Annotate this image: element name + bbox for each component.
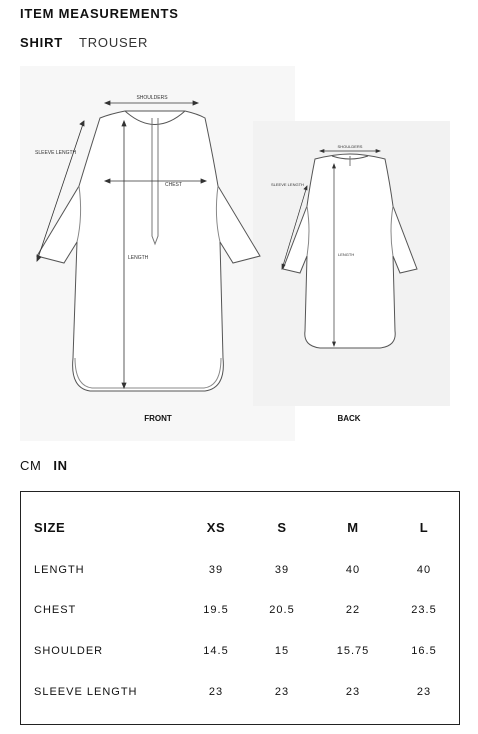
front-chest-label: CHEST	[165, 182, 182, 188]
table-cell: 40	[345, 564, 361, 576]
table-cell: 14.5	[203, 645, 229, 657]
front-length-label: LENGTH	[128, 255, 149, 261]
table-cell: 22	[345, 604, 361, 616]
front-sleeve-length-label: SLEEVE LENGTH	[35, 150, 77, 156]
table-cell: 23	[274, 686, 290, 698]
header-xs: XS	[206, 520, 226, 535]
unit-cm[interactable]: CM	[20, 458, 42, 473]
table-cell: 20.5	[269, 604, 295, 616]
tab-trouser[interactable]: TROUSER	[79, 35, 149, 50]
table-cell: 39	[208, 564, 224, 576]
table-cell: 15	[274, 645, 290, 657]
row-label: CHEST	[34, 604, 77, 616]
front-view-label: FRONT	[144, 414, 172, 423]
table-cell: 23.5	[411, 604, 437, 616]
table-cell: 23	[345, 686, 361, 698]
table-row-shoulder	[21, 645, 459, 665]
tab-shirt[interactable]: SHIRT	[20, 35, 63, 50]
table-cell: 16.5	[411, 645, 437, 657]
table-cell: 19.5	[203, 604, 229, 616]
row-label: SLEEVE LENGTH	[34, 686, 138, 698]
table-header-row	[21, 520, 459, 540]
table-cell: 39	[274, 564, 290, 576]
back-view-label: BACK	[337, 414, 361, 423]
unit-in[interactable]: IN	[53, 458, 68, 473]
measurement-diagram	[20, 66, 450, 441]
garment-tabs	[20, 35, 148, 50]
back-sleeve-length-label: SLEEVE LENGTH	[271, 182, 304, 187]
row-label: SHOULDER	[34, 645, 104, 657]
unit-toggle	[20, 458, 68, 473]
header-m: M	[347, 520, 359, 535]
table-row-chest	[21, 604, 459, 624]
back-shoulders-label: SHOULDERS	[337, 144, 363, 149]
table-row-length	[21, 564, 459, 584]
table-cell: 40	[416, 564, 432, 576]
back-length-label: LENGTH	[338, 252, 355, 257]
size-table	[20, 491, 460, 725]
table-cell: 23	[416, 686, 432, 698]
header-l: L	[419, 520, 429, 535]
header-s: S	[277, 520, 287, 535]
front-shoulders-label: SHOULDERS	[136, 95, 168, 101]
table-cell: 23	[208, 686, 224, 698]
table-row-sleeve-length	[21, 686, 459, 706]
row-label: LENGTH	[34, 564, 85, 576]
table-cell: 15.75	[336, 645, 370, 657]
header-size: SIZE	[34, 520, 66, 535]
shirt-diagram-svg	[20, 66, 450, 441]
page-title: ITEM MEASUREMENTS	[20, 6, 179, 21]
